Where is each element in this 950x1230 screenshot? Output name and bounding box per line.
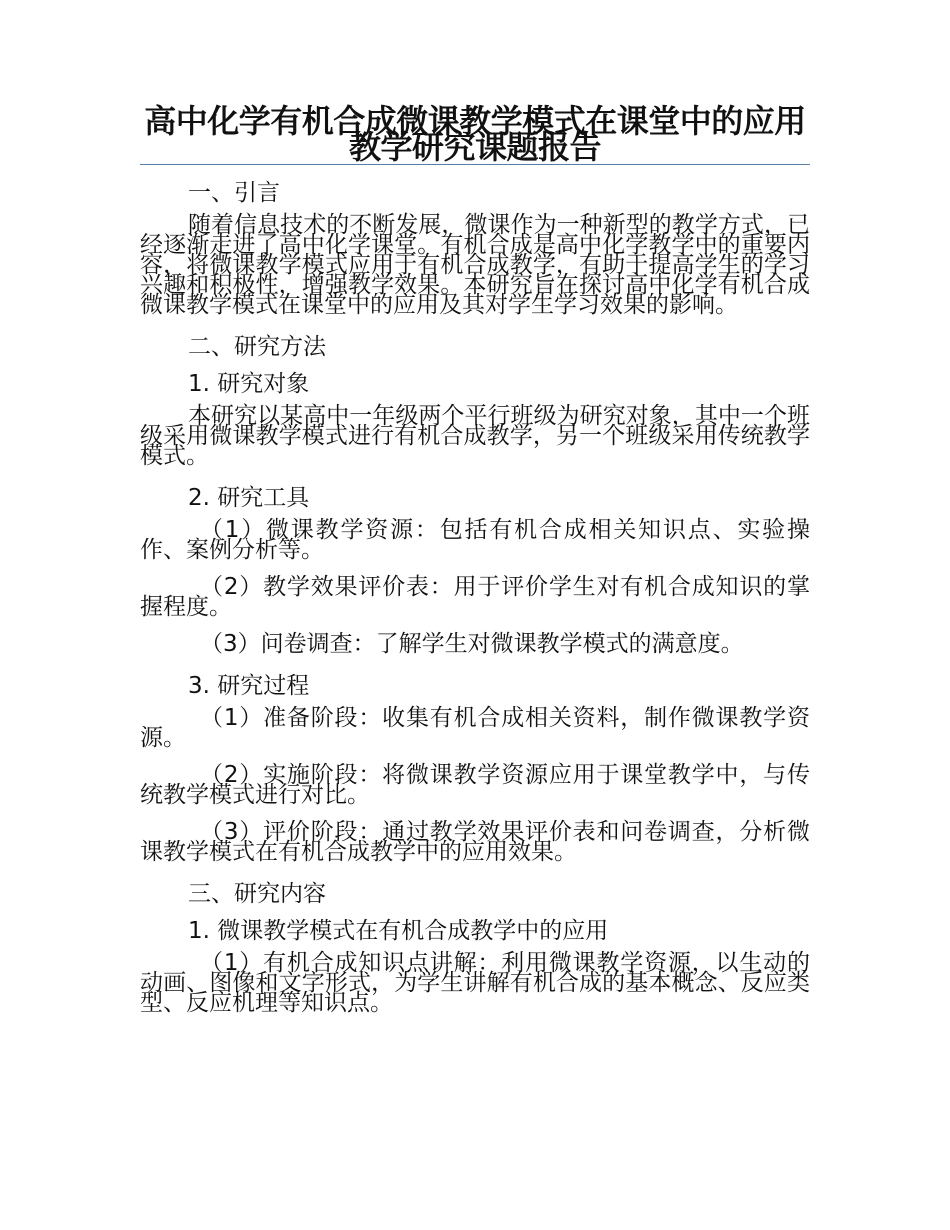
section-heading: 三、研究内容 xyxy=(188,881,326,907)
section-heading: 一、引言 xyxy=(188,180,280,206)
paragraph: （2）实施阶段：将微课教学资源应用于课堂教学中，与传统教学模式进行对比。 xyxy=(140,762,810,808)
document-title: 高中化学有机合成微课教学模式在课堂中的应用教学研究课题报告 xyxy=(140,108,810,165)
paragraph: （3）问卷调查：了解学生对微课教学模式的满意度。 xyxy=(200,631,744,657)
paragraph: 本研究以某高中一年级两个平行班级为研究对象，其中一个班级采用微课教学模式进行有机合成教学，另一个班级采用传统教学模式。 xyxy=(140,403,810,469)
paragraph: （1）微课教学资源：包括有机合成相关知识点、实验操作、案例分析等。 xyxy=(140,517,810,563)
paragraph: （3）评价阶段：通过教学效果评价表和问卷调查，分析微课教学模式在有机合成教学中的应用效果。 xyxy=(140,819,810,865)
section-heading: 1. 研究对象 xyxy=(188,371,310,397)
paragraph: 随着信息技术的不断发展，微课作为一种新型的教学方式，已经逐渐走进了高中化学课堂。有机合成是高中化学教学中的重要内容，将微课教学模式应用于有机合成教学，有助于提高学生的学习兴趣和积极性，增强教学效果。本研究旨在探讨高中化学有机合成微课教学模式在课堂中的应用及其对学生学习效果的影响。 xyxy=(140,212,810,318)
paragraph: （1）准备阶段：收集有机合成相关资料，制作微课教学资源。 xyxy=(140,705,810,751)
section-heading: 1. 微课教学模式在有机合成教学中的应用 xyxy=(188,918,609,944)
paragraph: （1）有机合成知识点讲解：利用微课教学资源，以生动的动画、图像和文字形式，为学生讲解有机合成的基本概念、反应类型、反应机理等知识点。 xyxy=(140,950,810,1016)
section-heading: 二、研究方法 xyxy=(188,334,326,360)
section-heading: 3. 研究过程 xyxy=(188,673,310,699)
paragraph: （2）教学效果评价表：用于评价学生对有机合成知识的掌握程度。 xyxy=(140,574,810,620)
section-heading: 2. 研究工具 xyxy=(188,485,310,511)
document-body xyxy=(140,178,810,1030)
